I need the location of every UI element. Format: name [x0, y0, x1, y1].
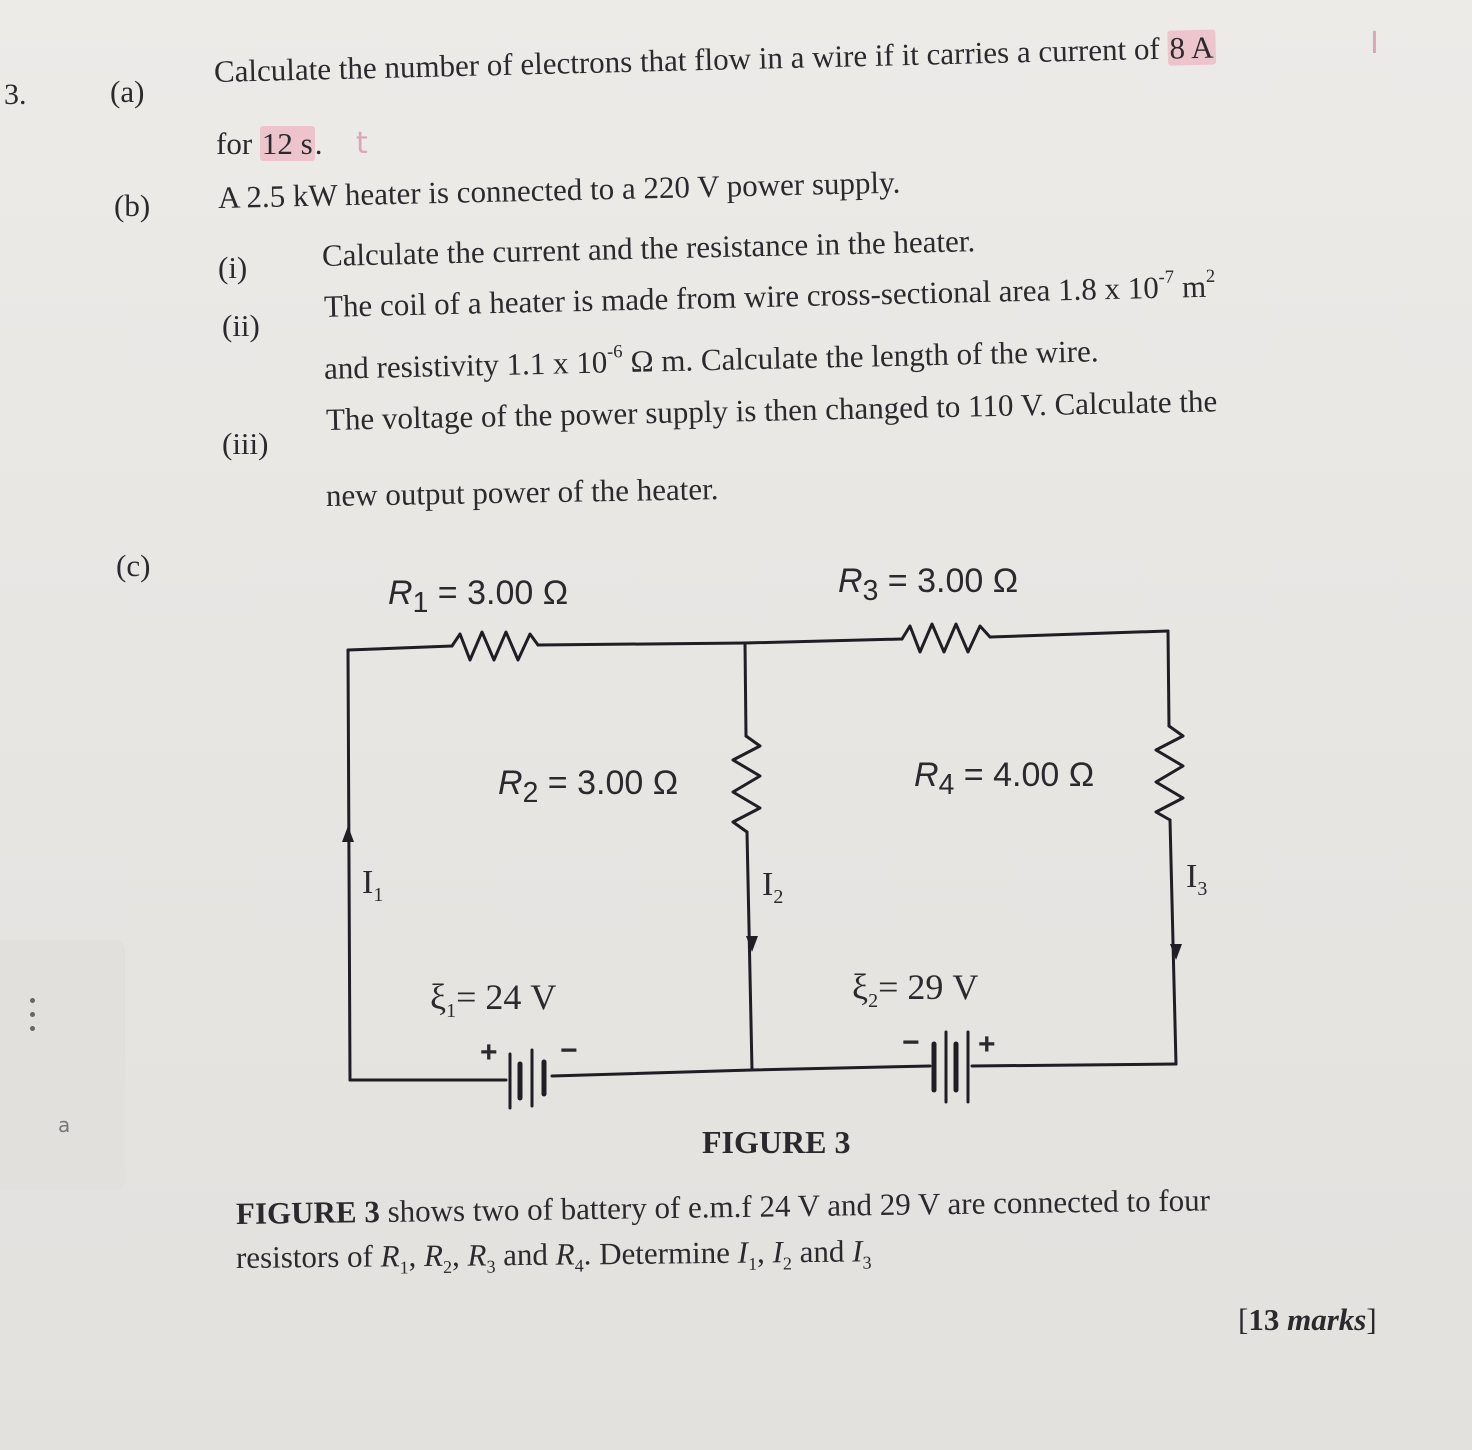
wire-left: [348, 650, 350, 1080]
part-b-iii-line2: new output power of the heater.: [325, 471, 719, 513]
r3-label: $R_3 = 3.00$ Ω: [838, 562, 1019, 607]
part-b-text: A 2.5 kW heater is connected to a 220 V power supply.: [217, 164, 901, 215]
i1-label: $I_1$: [362, 864, 384, 906]
part-b-ii-line2: and resistivity 1.1 x $10^{-6}$ Ω m. Calculate the length of the wire.: [323, 333, 1099, 386]
part-b-i-text: Calculate the current and the resistance in the heater.: [321, 223, 976, 273]
wire-bottom-left-b: [552, 1070, 752, 1076]
wire-bottom-right-a: [752, 1066, 930, 1070]
i2-label: $I_2$: [762, 866, 784, 908]
wire-middle-bottom: [747, 832, 752, 1070]
question-number: 3.: [4, 78, 27, 111]
battery1-minus: −: [560, 1034, 578, 1067]
part-b-iii-line1: The voltage of the power supply is then changed to 110 V. Calculate the: [325, 383, 1218, 437]
wire-middle-top: [745, 643, 746, 736]
wire-top-left: [348, 646, 452, 650]
r4-label: $R_4 = 4.00$ Ω: [914, 756, 1095, 801]
part-a-label: (a): [110, 74, 145, 109]
arrow-i2: [746, 936, 758, 952]
resistor-r3: [902, 624, 990, 652]
wire-bottom-right-b: [972, 1064, 1176, 1066]
emf1-label: $\xi_1= 24$ V: [430, 977, 557, 1023]
part-a-line2: for 12 s.: [216, 126, 323, 161]
battery1-plus: +: [480, 1036, 498, 1069]
wire-right-bottom: [1170, 820, 1176, 1064]
part-b-ii-label: (ii): [222, 308, 260, 343]
figure-caption: FIGURE 3: [702, 1124, 851, 1160]
emf2-label: $\xi_2= 29$ V: [852, 967, 979, 1013]
battery2-plus: +: [978, 1028, 996, 1061]
resistor-r1: [452, 632, 538, 660]
r2-label: $R_2 = 3.00$ Ω: [498, 764, 679, 809]
current-highlight: 8 A: [1169, 29, 1214, 66]
i3-label: $I_3$: [1186, 858, 1208, 900]
margin-note-current: I: [1370, 26, 1379, 61]
resistor-r4: [1156, 726, 1183, 820]
wire-right-top: [1168, 631, 1169, 726]
r1-label: $R_1 = 3.00$ Ω: [388, 574, 569, 619]
part-b-ii-line1: The coil of a heater is made from wire cross-sectional area 1.8 x $10^{-7}$ $m^2$: [323, 265, 1216, 324]
wire-top-middle: [538, 643, 745, 645]
arrow-i1: [342, 826, 354, 842]
page-thumbnail-icon[interactable]: a: [58, 1113, 71, 1137]
part-b-i-label: (i): [218, 250, 248, 285]
part-a-line1: Calculate the number of electrons that flow in a wire if it carries a current of 8 A: [213, 29, 1214, 89]
margin-note-time: t: [356, 126, 368, 161]
time-highlight: 12 s: [261, 126, 313, 161]
part-b-label: (b): [114, 188, 151, 223]
part-c-desc-line1: FIGURE 3 shows two of battery of e.m.f 24 V and 29 V are connected to four: [235, 1182, 1211, 1231]
wire-top-right-b: [990, 631, 1168, 637]
part-b-iii-label: (iii): [222, 426, 269, 461]
part-c-label: (c): [116, 548, 151, 583]
resistor-r2: [733, 736, 760, 832]
wire-top-right-a: [745, 639, 902, 643]
battery2-minus: −: [902, 1026, 920, 1059]
part-c-desc-line2: resistors of $R_1$, $R_2$, $R_3$ and $R_4$. Determine $I_1$, $I_2$ and $I_3$: [235, 1233, 872, 1278]
marks-total: [13 marks]: [1238, 1302, 1377, 1337]
